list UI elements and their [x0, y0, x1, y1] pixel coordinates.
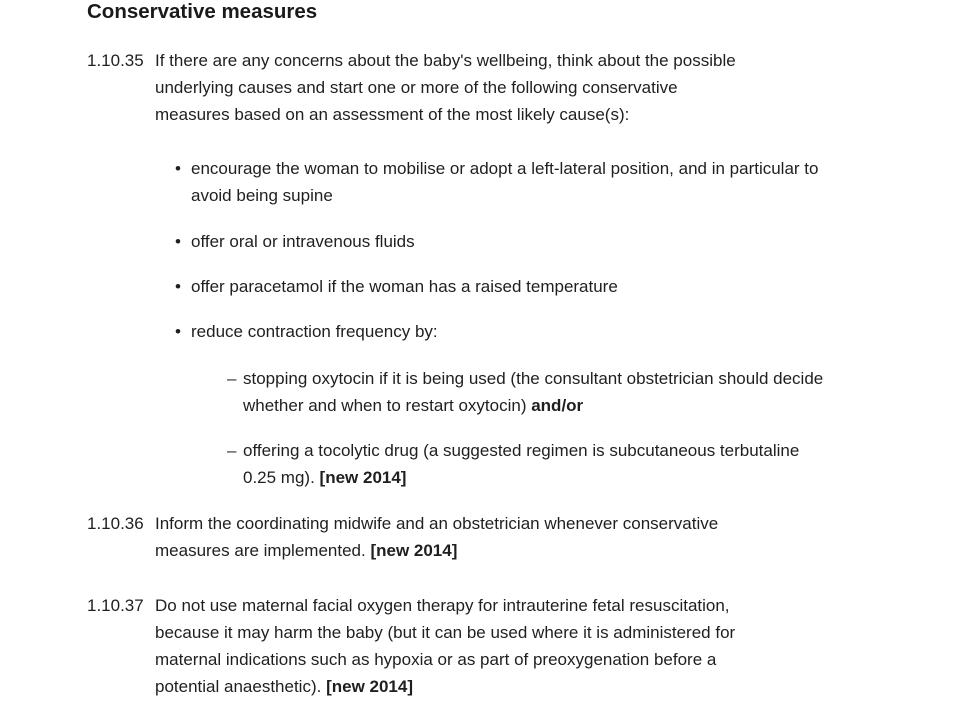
- new-2014-tag: [new 2014]: [319, 468, 407, 487]
- section-heading: Conservative measures: [87, 0, 318, 23]
- recommendation-text: [155, 592, 795, 700]
- text-fragment: measures are implemented.: [155, 541, 366, 560]
- recommendation-number: 1.10.35: [87, 51, 144, 70]
- text-line: underlying causes and start one or more of the following conservative: [155, 78, 678, 97]
- text-line: Inform the coordinating midwife and an obstetrician whenever conservative: [155, 514, 719, 533]
- text-line: encourage the woman to mobilise or adopt a left-lateral position, and in particular to: [191, 159, 819, 178]
- recommendation-number: 1.10.36: [87, 514, 144, 533]
- text-line: measures based on an assessment of the most likely cause(s):: [155, 105, 630, 124]
- bullet-icon: •: [175, 159, 181, 178]
- text-line: If there are any concerns about the baby's wellbeing, think about the possible: [155, 51, 736, 70]
- dash-icon: –: [227, 441, 237, 460]
- text-line: [155, 673, 795, 700]
- text-line: maternal indications such as hypoxia or as part of preoxygenation before a: [155, 650, 717, 669]
- text-line: stopping oxytocin if it is being used (the consultant obstetrician should decide: [243, 369, 824, 388]
- recommendation-text: [155, 47, 795, 128]
- recommendation-number: 1.10.37: [87, 596, 144, 615]
- bullet-icon: •: [175, 277, 181, 296]
- recommendation-1-10-37: [87, 592, 887, 700]
- recommendation-text: [155, 510, 795, 564]
- dash-icon: –: [227, 369, 237, 388]
- text-fragment: whether and when to restart oxytocin): [243, 396, 527, 415]
- text-fragment: potential anaesthetic).: [155, 677, 322, 696]
- new-2014-tag: [new 2014]: [370, 541, 458, 560]
- text-line: [243, 392, 887, 419]
- recommendation-1-10-35: [87, 47, 887, 128]
- text-line: avoid being supine: [191, 186, 333, 205]
- new-2014-tag: [new 2014]: [326, 677, 414, 696]
- text-fragment: 0.25 mg).: [243, 468, 315, 487]
- text-line: offer paracetamol if the woman has a raised temperature: [191, 277, 618, 296]
- recommendation-1-10-36: [87, 510, 887, 564]
- sub-list-item: [227, 437, 887, 491]
- list-item: [175, 318, 875, 345]
- text-line: [155, 537, 795, 564]
- bullet-icon: •: [175, 322, 181, 341]
- list-item: [175, 273, 875, 300]
- bullet-icon: •: [175, 232, 181, 251]
- text-line: reduce contraction frequency by:: [191, 322, 438, 341]
- list-item: [175, 228, 875, 255]
- bold-emphasis: and/or: [531, 396, 584, 415]
- text-line: offer oral or intravenous fluids: [191, 232, 415, 251]
- sub-list-item: [227, 365, 887, 419]
- text-line: [243, 464, 887, 491]
- text-line: Do not use maternal facial oxygen therapy for intrauterine fetal resuscitation,: [155, 596, 730, 615]
- list-item: [175, 155, 875, 209]
- text-line: because it may harm the baby (but it can be used where it is administered for: [155, 623, 736, 642]
- text-line: offering a tocolytic drug (a suggested regimen is subcutaneous terbutaline: [243, 441, 800, 460]
